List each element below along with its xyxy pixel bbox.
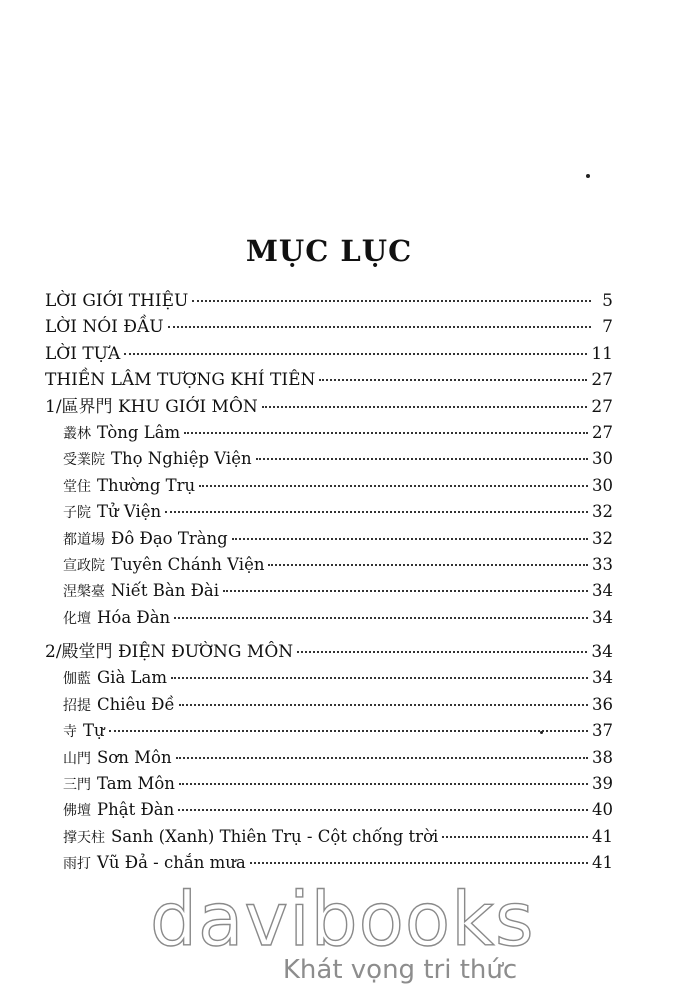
toc-section-entry[interactable] xyxy=(45,394,613,420)
toc-entry-label: Hóa Đàn xyxy=(97,607,171,627)
dot-leader xyxy=(179,704,588,706)
dot-leader xyxy=(168,326,591,328)
toc-entry-page-number: 32 xyxy=(592,528,613,548)
toc-entry-page-number: 36 xyxy=(592,694,613,714)
toc-entry-page-number: 41 xyxy=(592,853,613,873)
toc-entry-label: 2/殿堂門 ĐIỆN ĐƯỜNG MÔN xyxy=(45,642,294,663)
table-of-contents xyxy=(45,288,613,877)
toc-entry-label: Tam Môn xyxy=(97,774,175,794)
ink-speck xyxy=(586,174,590,178)
toc-subentry[interactable] xyxy=(45,718,613,744)
dot-leader xyxy=(171,677,588,679)
toc-entry-label: LỜI NÓI ĐẦU xyxy=(45,317,164,338)
toc-subentry[interactable] xyxy=(45,692,613,718)
toc-entry-chinese: 化壇 xyxy=(63,610,91,627)
toc-entry-chinese: 子院 xyxy=(63,505,91,522)
toc-entry-page-number: 27 xyxy=(591,396,613,417)
toc-entry-page-number: 34 xyxy=(592,581,613,601)
section-gap xyxy=(45,631,613,639)
dot-leader xyxy=(174,617,588,619)
toc-subentry[interactable] xyxy=(45,824,613,850)
toc-entry-page-number: 39 xyxy=(592,774,613,794)
dot-leader xyxy=(178,809,588,811)
dot-leader xyxy=(256,458,588,460)
toc-entry-label: 1/區界門 KHU GIỚI MÔN xyxy=(45,396,258,417)
toc-entry-page-number: 34 xyxy=(591,642,613,663)
toc-entry-chinese: 伽藍 xyxy=(63,671,91,688)
toc-entry-label: Già Lam xyxy=(97,668,167,688)
dot-leader xyxy=(176,757,588,759)
dot-leader xyxy=(268,564,588,566)
toc-entry-label: Tuyên Chánh Viện xyxy=(111,554,265,574)
toc-entry-label: THIỀN LÂM TƯỢNG KHÍ TIÊN xyxy=(45,370,316,391)
toc-entry-page-number: 30 xyxy=(592,449,613,469)
toc-subentry[interactable] xyxy=(45,552,613,578)
toc-entry-label: Sanh (Xanh) Thiên Trụ - Cột chống trời xyxy=(111,826,439,846)
toc-subentry[interactable] xyxy=(45,745,613,771)
toc-entry-page-number: 32 xyxy=(592,502,613,522)
toc-entry-page-number: 33 xyxy=(592,554,613,574)
dot-leader xyxy=(319,379,587,381)
dot-leader xyxy=(262,406,588,408)
toc-entry-label: Tự xyxy=(83,721,105,741)
toc-entry-chinese: 招提 xyxy=(63,697,91,714)
toc-entry-page-number: 34 xyxy=(592,668,613,688)
dot-leader xyxy=(192,300,591,302)
toc-entry-label: Đô Đạo Tràng xyxy=(111,528,228,548)
toc-entry-chinese: 宣政院 xyxy=(63,557,105,574)
toc-entry-page-number: 38 xyxy=(592,747,613,767)
toc-entry-page-number: 27 xyxy=(591,370,613,391)
toc-section-entry[interactable] xyxy=(45,288,613,314)
toc-entry-chinese: 雨打 xyxy=(63,856,91,873)
toc-subentry[interactable] xyxy=(45,771,613,797)
toc-entry-chinese: 堂住 xyxy=(63,478,91,495)
dot-leader xyxy=(199,485,588,487)
dot-leader xyxy=(109,730,588,732)
toc-subentry[interactable] xyxy=(45,665,613,691)
dot-leader xyxy=(179,783,588,785)
toc-entry-chinese: 受業院 xyxy=(63,452,105,469)
toc-entry-chinese: 涅槃臺 xyxy=(63,584,105,601)
dot-leader xyxy=(184,432,588,434)
toc-entry-chinese: 寺 xyxy=(63,724,77,741)
toc-entry-chinese: 叢林 xyxy=(63,425,91,442)
dot-leader xyxy=(165,511,588,513)
toc-entry-label: Tòng Lâm xyxy=(97,422,181,442)
toc-entry-page-number: 7 xyxy=(602,317,613,338)
toc-subentry[interactable] xyxy=(45,605,613,631)
toc-subentry[interactable] xyxy=(45,473,613,499)
toc-entry-label: Phật Đàn xyxy=(97,800,175,820)
toc-entry-chinese: 撑天柱 xyxy=(63,829,105,846)
toc-entry-page-number: 30 xyxy=(592,475,613,495)
toc-subentry[interactable] xyxy=(45,850,613,876)
toc-entry-page-number: 27 xyxy=(592,422,613,442)
toc-subentry[interactable] xyxy=(45,446,613,472)
toc-entry-label: Tử Viện xyxy=(97,502,162,522)
toc-entry-page-number: 40 xyxy=(592,800,613,820)
dot-leader xyxy=(223,590,588,592)
watermark-brand: davibooks xyxy=(150,877,535,963)
toc-section-entry[interactable] xyxy=(45,367,613,393)
toc-section-entry[interactable] xyxy=(45,314,613,340)
toc-entry-label: Chiêu Đề xyxy=(97,694,175,714)
dot-leader xyxy=(297,651,587,653)
toc-entry-page-number: 41 xyxy=(592,826,613,846)
watermark-tagline: Khát vọng tri thức xyxy=(282,955,518,985)
toc-entry-label: Thường Trụ xyxy=(97,475,196,495)
toc-entry-label: Vũ Đả - chắn mưa xyxy=(97,853,246,873)
dot-leader xyxy=(442,836,588,838)
toc-entry-label: Thọ Nghiệp Viện xyxy=(111,449,252,469)
toc-entry-label: LỜI TỰA xyxy=(45,343,121,364)
toc-subentry[interactable] xyxy=(45,499,613,525)
toc-entry-chinese: 都道場 xyxy=(63,531,105,548)
toc-entry-page-number: 11 xyxy=(591,343,613,364)
toc-subentry[interactable] xyxy=(45,420,613,446)
toc-section-entry[interactable] xyxy=(45,341,613,367)
toc-entry-chinese: 三門 xyxy=(63,777,91,794)
page-title: MỤC LỤC xyxy=(245,234,413,268)
toc-section-entry[interactable] xyxy=(45,639,613,665)
toc-entry-label: Niết Bàn Đài xyxy=(111,581,220,601)
toc-entry-chinese: 山門 xyxy=(63,750,91,767)
toc-subentry[interactable] xyxy=(45,578,613,604)
toc-entry-label: Sơn Môn xyxy=(97,747,172,767)
toc-entry-label: LỜI GIỚI THIỆU xyxy=(45,291,189,311)
toc-entry-page-number: 34 xyxy=(592,607,613,627)
toc-entry-page-number: 5 xyxy=(602,291,613,311)
toc-entry-page-number: 37 xyxy=(592,721,613,741)
toc-entry-chinese: 佛壇 xyxy=(63,803,91,820)
dot-leader xyxy=(250,862,588,864)
toc-subentry[interactable] xyxy=(45,526,613,552)
dot-leader xyxy=(124,353,587,355)
dot-leader xyxy=(232,538,588,540)
toc-subentry[interactable] xyxy=(45,797,613,823)
